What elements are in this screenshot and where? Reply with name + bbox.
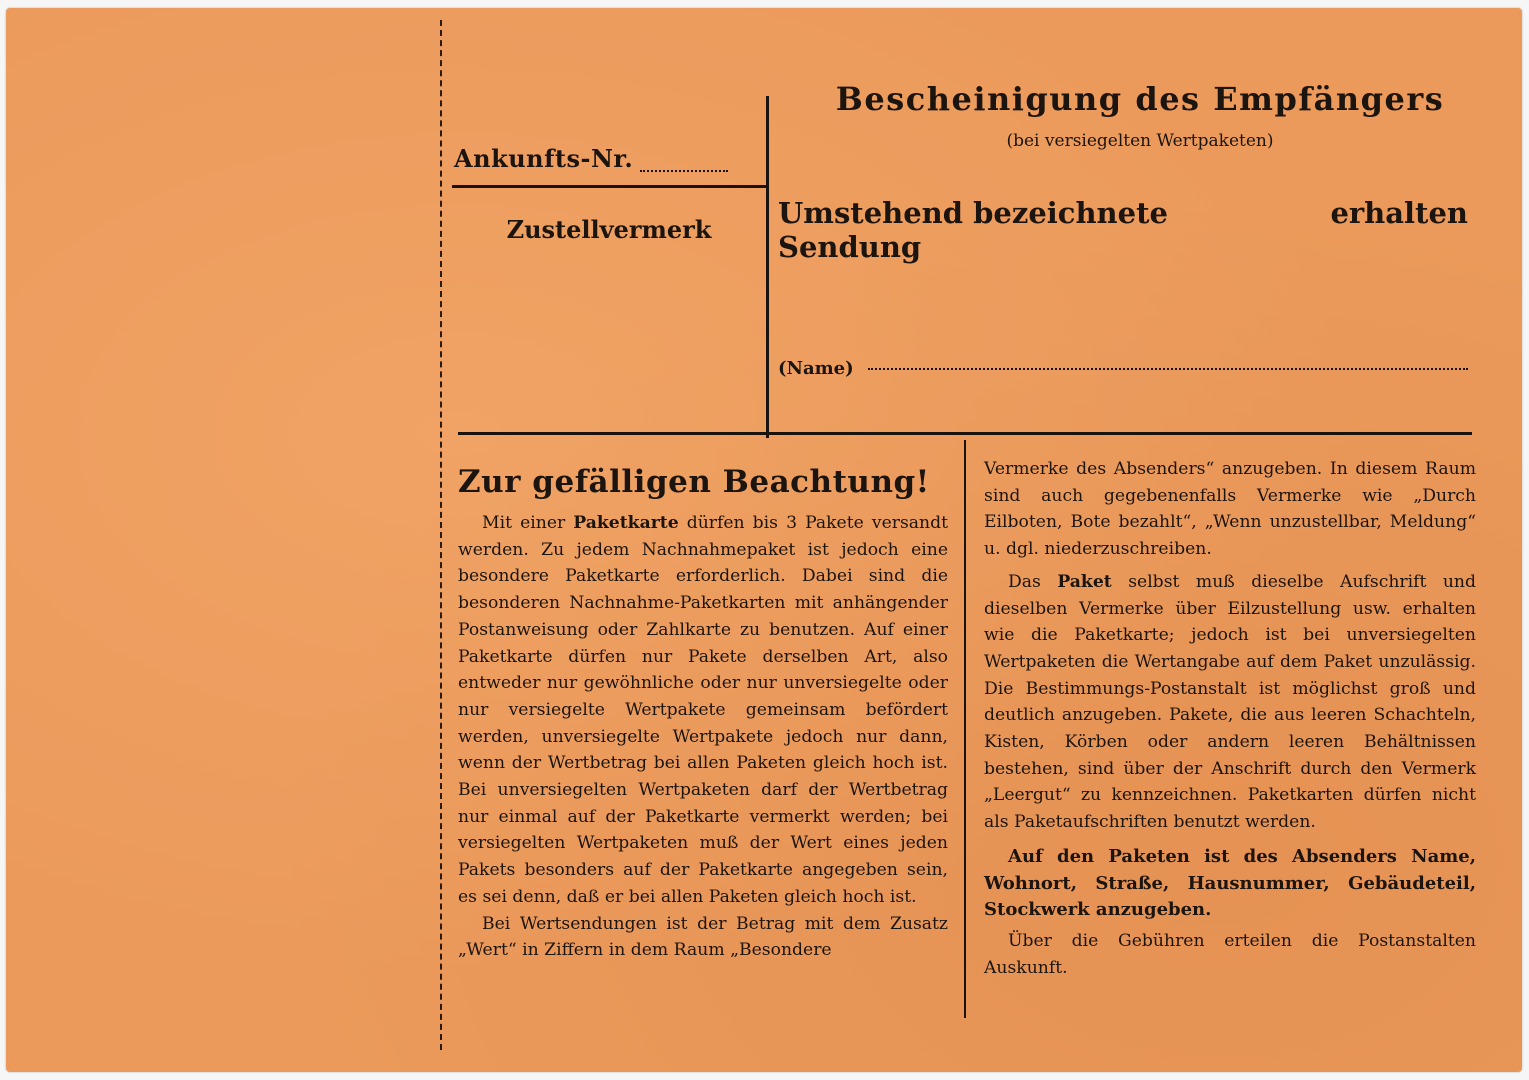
certificate-subtitle: (bei versiegelten Wertpaketen) xyxy=(1006,131,1274,151)
arrival-number-label: Ankunfts-Nr. xyxy=(454,144,634,173)
divider-arrival xyxy=(452,185,768,188)
divider-vertical-bottom xyxy=(964,440,966,1018)
notice-paragraph-4 xyxy=(984,569,1476,836)
name-dotted-field xyxy=(868,368,1468,370)
text-run: dürfen bis 3 Pakete versandt werden. Zu jedem Nachnahmepaket ist jedoch eine besondere Paketkarte erforderlich. Dabei sind die besonderen Nachnahme-Paketkarten mit anhängender Postanweisung oder Zahlkarte zu benutzen. Auf einer Paketkarte dürfen nur Pakete derselben Art, also entweder nur gewöhnliche oder nur unversiegelte oder nur versiegelte Wertpakete gemeinsam befördert werden, unversiegelte Wertpakete jedoch nur dann, wenn der Wertbetrag bei allen Paketen gleich hoch ist. Bei unversiegelten Wertpaketen darf der Wertbetrag nur einmal auf der Paketkarte vermerkt werden; bei versiegelten Wertpaketen muß der Wert eines jeden Pakets besonders auf der Paketkarte angegeben sein, es sei denn, daß er bei allen Paketen gleich hoch ist. xyxy=(458,513,948,907)
notice-paragraph-5: Auf den Paketen ist des Absenders Name, Wohnort, Straße, Hausnummer, Gebäudeteil, Stockwerk anzugeben. xyxy=(984,845,1476,921)
text-run: Das xyxy=(1008,571,1058,592)
notice-paragraph-3: Vermerke des Absenders“ anzugeben. In diesem Raum sind auch gegebenenfalls Vermerke wie „Durch Eilboten, Bote bezahlt“, „Wenn unzustellbar, Meldung“ u. dgl. niederzuschreiben. xyxy=(984,459,1476,560)
name-row xyxy=(778,358,1468,379)
received-statement xyxy=(778,196,1468,264)
perforation-line xyxy=(440,20,442,1050)
delivery-note-label: Zustellvermerk xyxy=(506,215,712,244)
notice-left-column xyxy=(458,510,948,964)
notice-paragraph-1 xyxy=(458,510,948,911)
text-run: selbst muß dieselbe Aufschrift und dieselben Vermerke über Eilzustellung usw. erhalten wie die Paketkarte; jedoch ist bei unversiegelten Wertpaketen die Wertangabe auf dem Paket unzulässig. Die Bestimmungs-Postanstalt ist möglichst groß und deutlich anzugeben. Pakete, die aus leeren Schachteln, Kisten, Körben oder andern leeren Behältnissen bestehen, sind über der Anschrift durch den Vermerk „Leergut“ zu kennzeichnen. Paketkarten dürfen nicht als Paketaufschriften benutzt werden. xyxy=(984,571,1476,833)
notice-title: Zur gefälligen Beachtung! xyxy=(458,464,930,500)
certificate-title: Bescheinigung des Empfängers xyxy=(835,80,1445,118)
received-prefix: Umstehend bezeichnete Sendung xyxy=(778,196,1168,264)
name-label: (Name) xyxy=(778,358,854,379)
keyword-paket: Paket xyxy=(1057,571,1112,592)
received-suffix: erhalten xyxy=(1330,196,1468,230)
divider-horizontal-main xyxy=(458,432,1472,435)
notice-paragraph-6: Über die Gebühren erteilen die Postanstalten Auskunft. xyxy=(984,930,1476,978)
keyword-paketkarte: Paketkarte xyxy=(573,513,679,533)
divider-vertical-top xyxy=(766,96,769,438)
notice-right-column xyxy=(984,456,1476,981)
notice-paragraph-2: Bei Wertsendungen ist der Betrag mit dem Zusatz „Wert“ in Ziffern in dem Raum „Besondere xyxy=(458,913,948,961)
arrival-number-field xyxy=(640,170,728,172)
text-run: Mit einer xyxy=(482,513,574,533)
